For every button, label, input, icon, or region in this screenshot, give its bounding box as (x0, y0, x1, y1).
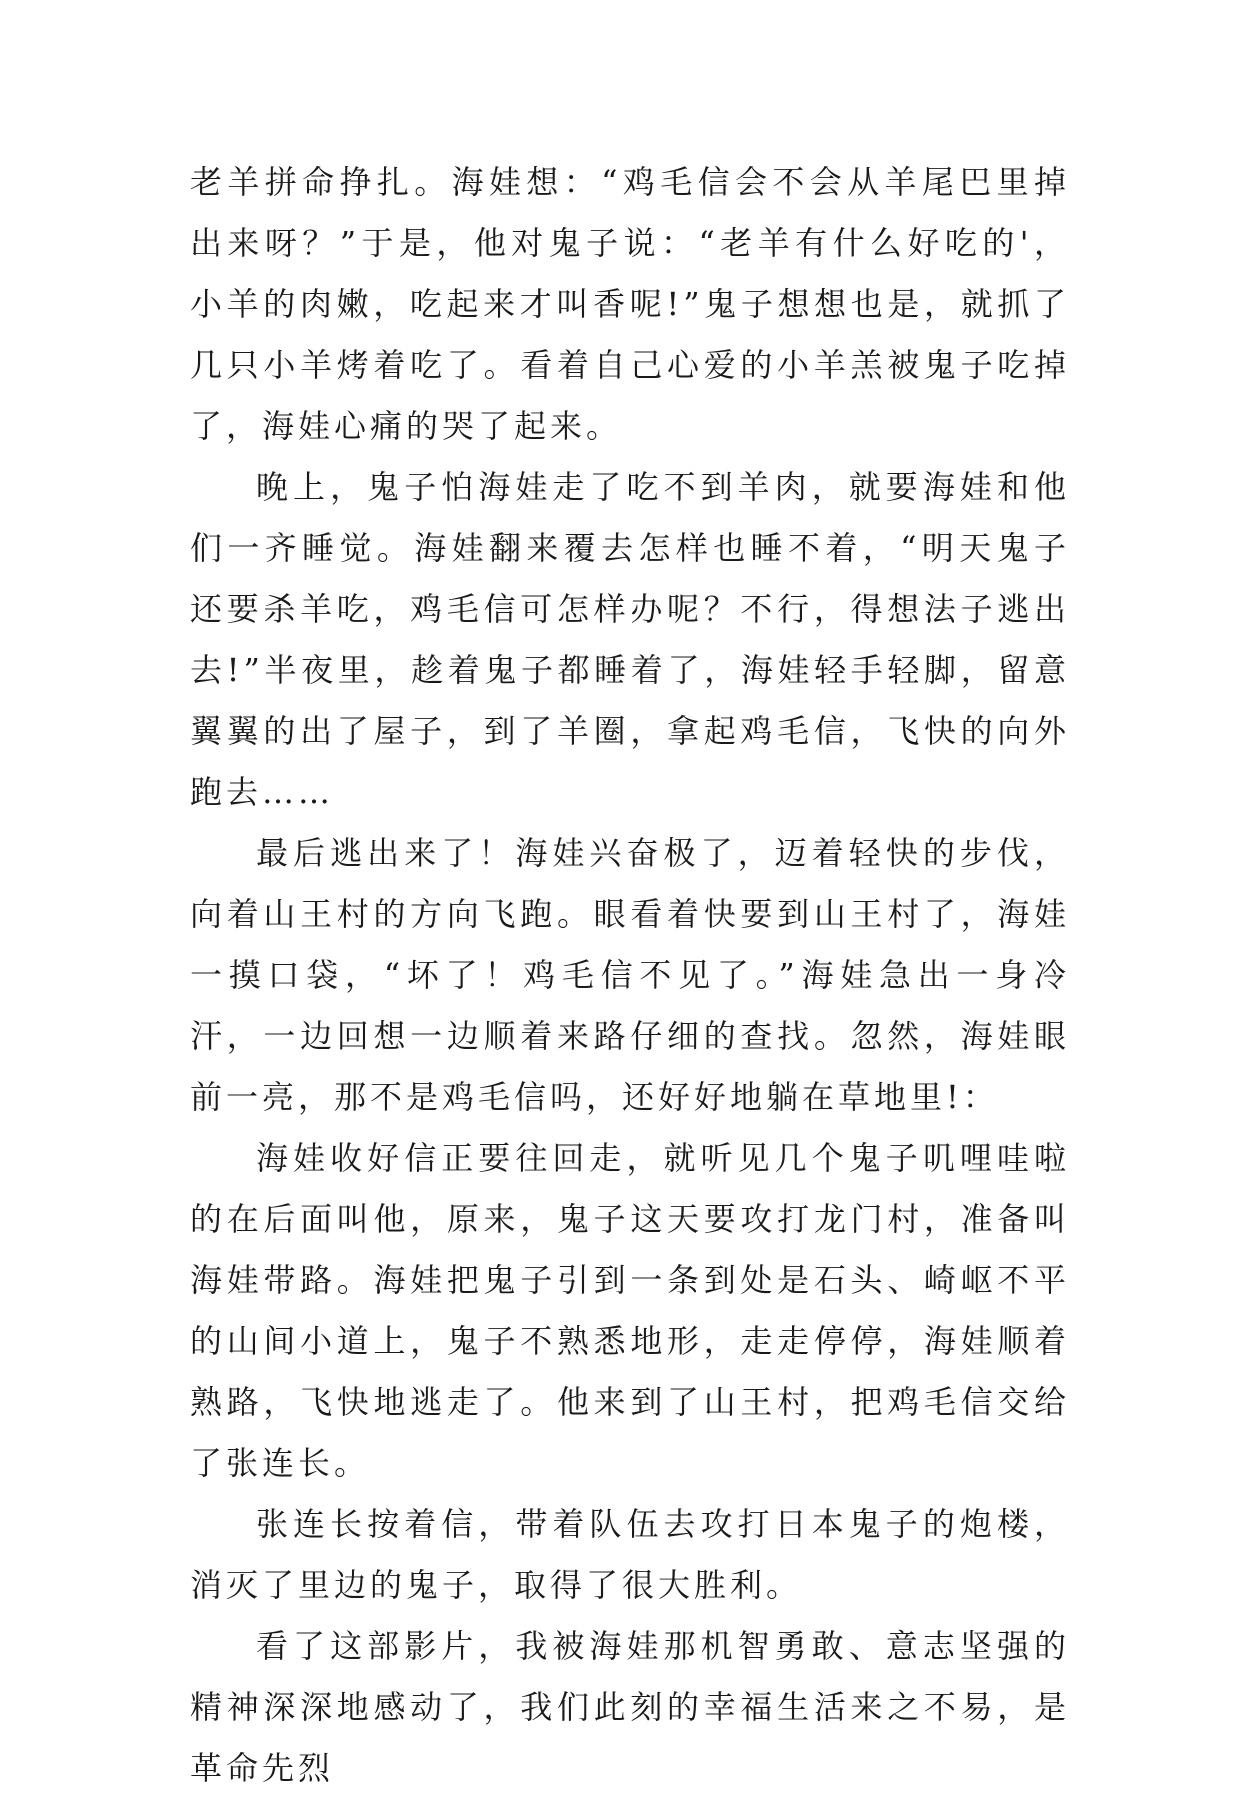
paragraph-4: 海娃收好信正要往回走，就听见几个鬼子叽哩哇啦的在后面叫他，原来，鬼子这天要攻打龙门村，准备叫海娃带路。海娃把鬼子引到一条到处是石头、崎岖不平的山间小道上，鬼子不熟悉地形，走走停停，海娃顺着熟路，飞快地逃走了。他来到了山王村，把鸡毛信交给了张连长。 (190, 1139, 1070, 1482)
paragraph-5: 张连长按着信，带着队伍去攻打日本鬼子的炮楼，消灭了里边的鬼子，取得了很大胜利。 (190, 1505, 1070, 1604)
paragraph-2: 晚上，鬼子怕海娃走了吃不到羊肉，就要海娃和他们一齐睡觉。海娃翻来覆去怎样也睡不着，“明天鬼子还要杀羊吃，鸡毛信可怎样办呢？不行，得想法子逃出去!”半夜里，趁着鬼子都睡着了，海娃轻手轻脚，留意翼翼的出了屋子，到了羊圈，拿起鸡毛信，飞快的向外跑去…… (190, 468, 1070, 811)
paragraph-1: 老羊拼命挣扎。海娃想：“鸡毛信会不会从羊尾巴里掉出来呀？”于是，他对鬼子说：“老羊有什么好吃的'，小羊的肉嫩，吃起来才叫香呢!”鬼子想想也是，就抓了几只小羊烤着吃了。看着自己心爱的小羊羔被鬼子吃掉了，海娃心痛的哭了起来。 (190, 163, 1070, 445)
paragraph-3: 最后逃出来了！海娃兴奋极了，迈着轻快的步伐，向着山王村的方向飞跑。眼看着快要到山王村了，海娃一摸口袋，“坏了！鸡毛信不见了。”海娃急出一身冷汗，一边回想一边顺着来路仔细的查找。忽然，海娃眼前一亮，那不是鸡毛信吗，还好好地躺在草地里!： (190, 834, 1070, 1116)
document-body (190, 152, 1070, 1799)
paragraph-6: 看了这部影片，我被海娃那机智勇敢、意志坚强的精神深深地感动了，我们此刻的幸福生活来之不易，是革命先烈 (190, 1627, 1070, 1787)
